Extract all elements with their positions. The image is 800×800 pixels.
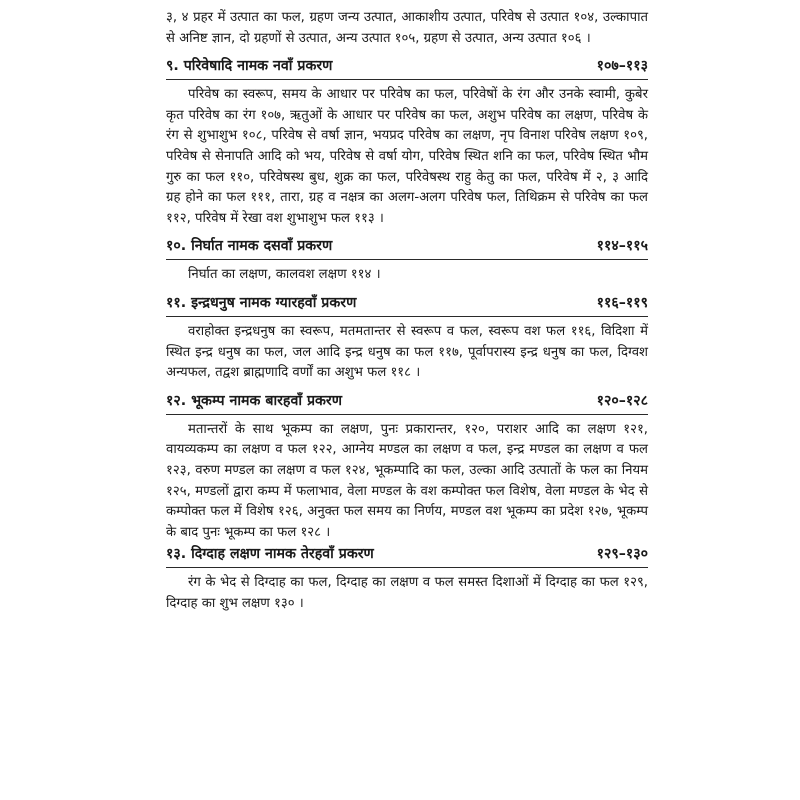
chapter-summary: परिवेष का स्वरूप, समय के आधार पर परिवेष का फल, परिवेषों के रंग और उनके स्वामी, कुबेर कृत परिवेष का रंग १०७, ऋतुओं के आधार पर परिवेष का फल, अशुभ परिवेष का लक्षण, परिवेष के रंग से शुभाशुभ १०८, परिवेष से वर्षा ज्ञान, भयप्रद परिवेष का लक्षण, नृप विनाश परिवेष लक्षण १०९, परिवेष से सेनापति आदि को भय, परिवेष से वर्षा योग, परिवेष स्थित शनि का फल, परिवेष स्थित भौम गुरु का फल ११०, परिवेषस्थ बुध, शुक्र का फल, परिवेषस्थ राहु केतु का फल, परिवेष में २, ३ आदि ग्रह होने का फल १११, तारा, ग्रह व नक्षत्र का अलग-अलग परिवेष फल, तिथिक्रम से परिवेष का फल ११२, परिवेष में रेखा वश शुभाशुभ फल ११३ । [166,87,648,226]
chapter-section [166,390,648,544]
chapter-summary: निर्घात का लक्षण, कालवश लक्षण ११४ । [188,267,381,283]
chapter-summary: रंग के भेद से दिग्दाह का फल, दिग्दाह का लक्षण व फल समस्त दिशाओं में दिग्दाह का फल १२९, दिग्दाह का शुभ लक्षण १३० । [166,575,648,611]
chapter-title: ९. परिवेषादि नामक नवाँ प्रकरण [166,58,333,75]
chapter-page-range: ११४–११५ [596,238,648,255]
heading-rule [166,414,648,415]
intro-paragraph: ३, ४ प्रहर में उत्पात का फल, ग्रहण जन्य उत्पात, आकाशीय उत्पात, परिवेष से उत्पात १०४, उल्कापात से अनिष्ट ज्ञान, दो ग्रहणों से उत्पात, अन्य उत्पात १०५, ग्रहण से उत्पात, अन्य उत्पात १०६ । [166,10,648,46]
chapter-section [166,55,648,229]
chapter-heading [166,235,648,257]
chapter-section [166,543,648,614]
chapter-page-range: १०७–११३ [596,58,648,75]
chapter-page-range: ११६–११९ [596,294,648,311]
chapter-title: ११. इन्द्रधनुष नामक ग्यारहवाँ प्रकरण [166,294,357,311]
chapter-page-range: १२९–१३० [596,546,648,563]
chapter-heading [166,543,648,565]
chapter-section [166,235,648,286]
chapter-page-range: १२०–१२८ [596,392,648,409]
heading-rule [166,567,648,568]
chapter-title: १०. निर्घात नामक दसवाँ प्रकरण [166,238,333,255]
chapter-heading [166,55,648,77]
chapter-heading [166,390,648,412]
heading-rule [166,316,648,317]
chapter-title: १२. भूकम्प नामक बारहवाँ प्रकरण [166,392,342,409]
chapter-summary: वराहोक्त इन्द्रधनुष का स्वरूप, मतमतान्तर से स्वरूप व फल, स्वरूप वश फल ११६, विदिशा में स्थित इन्द्र धनुष का फल, जल आदि इन्द्र धनुष का फल ११७, पूर्वापरास्य इन्द्र धनुष का फल, दिग्वश अन्यफल, तद्वश ब्राह्मणादि वर्णों का अशुभ फल ११८ । [166,323,648,381]
chapter-section [166,292,648,384]
chapter-heading [166,292,648,314]
heading-rule [166,79,648,80]
chapter-title: १३. दिग्दाह लक्षण नामक तेरहवाँ प्रकरण [166,546,374,563]
chapter-summary: मतान्तरों के साथ भूकम्प का लक्षण, पुनः प्रकारान्तर, १२०, पराशर आदि का लक्षण १२१, वायव्यकम्प का लक्षण व फल १२२, आग्नेय मण्डल का लक्षण व फल, इन्द्र मण्डल का लक्षण व फल १२३, वरुण मण्डल का लक्षण व फल १२४, भूकम्पादि का फल, उल्का आदि उत्पातों के फल का नियम १२५, मण्डलों द्वारा कम्प में फलाभाव, वेला मण्डल के वश कम्पोक्त फल विशेष, वेला मण्डल के भेद से कम्पोक्त फल में विशेष १२६, अनुक्त फल समय का निर्णय, मण्डल वश भूकम्प का प्रदेश १२७, भूकम्प के बाद पुनः भूकम्प का फल १२८ । [166,421,648,540]
heading-rule [166,259,648,260]
